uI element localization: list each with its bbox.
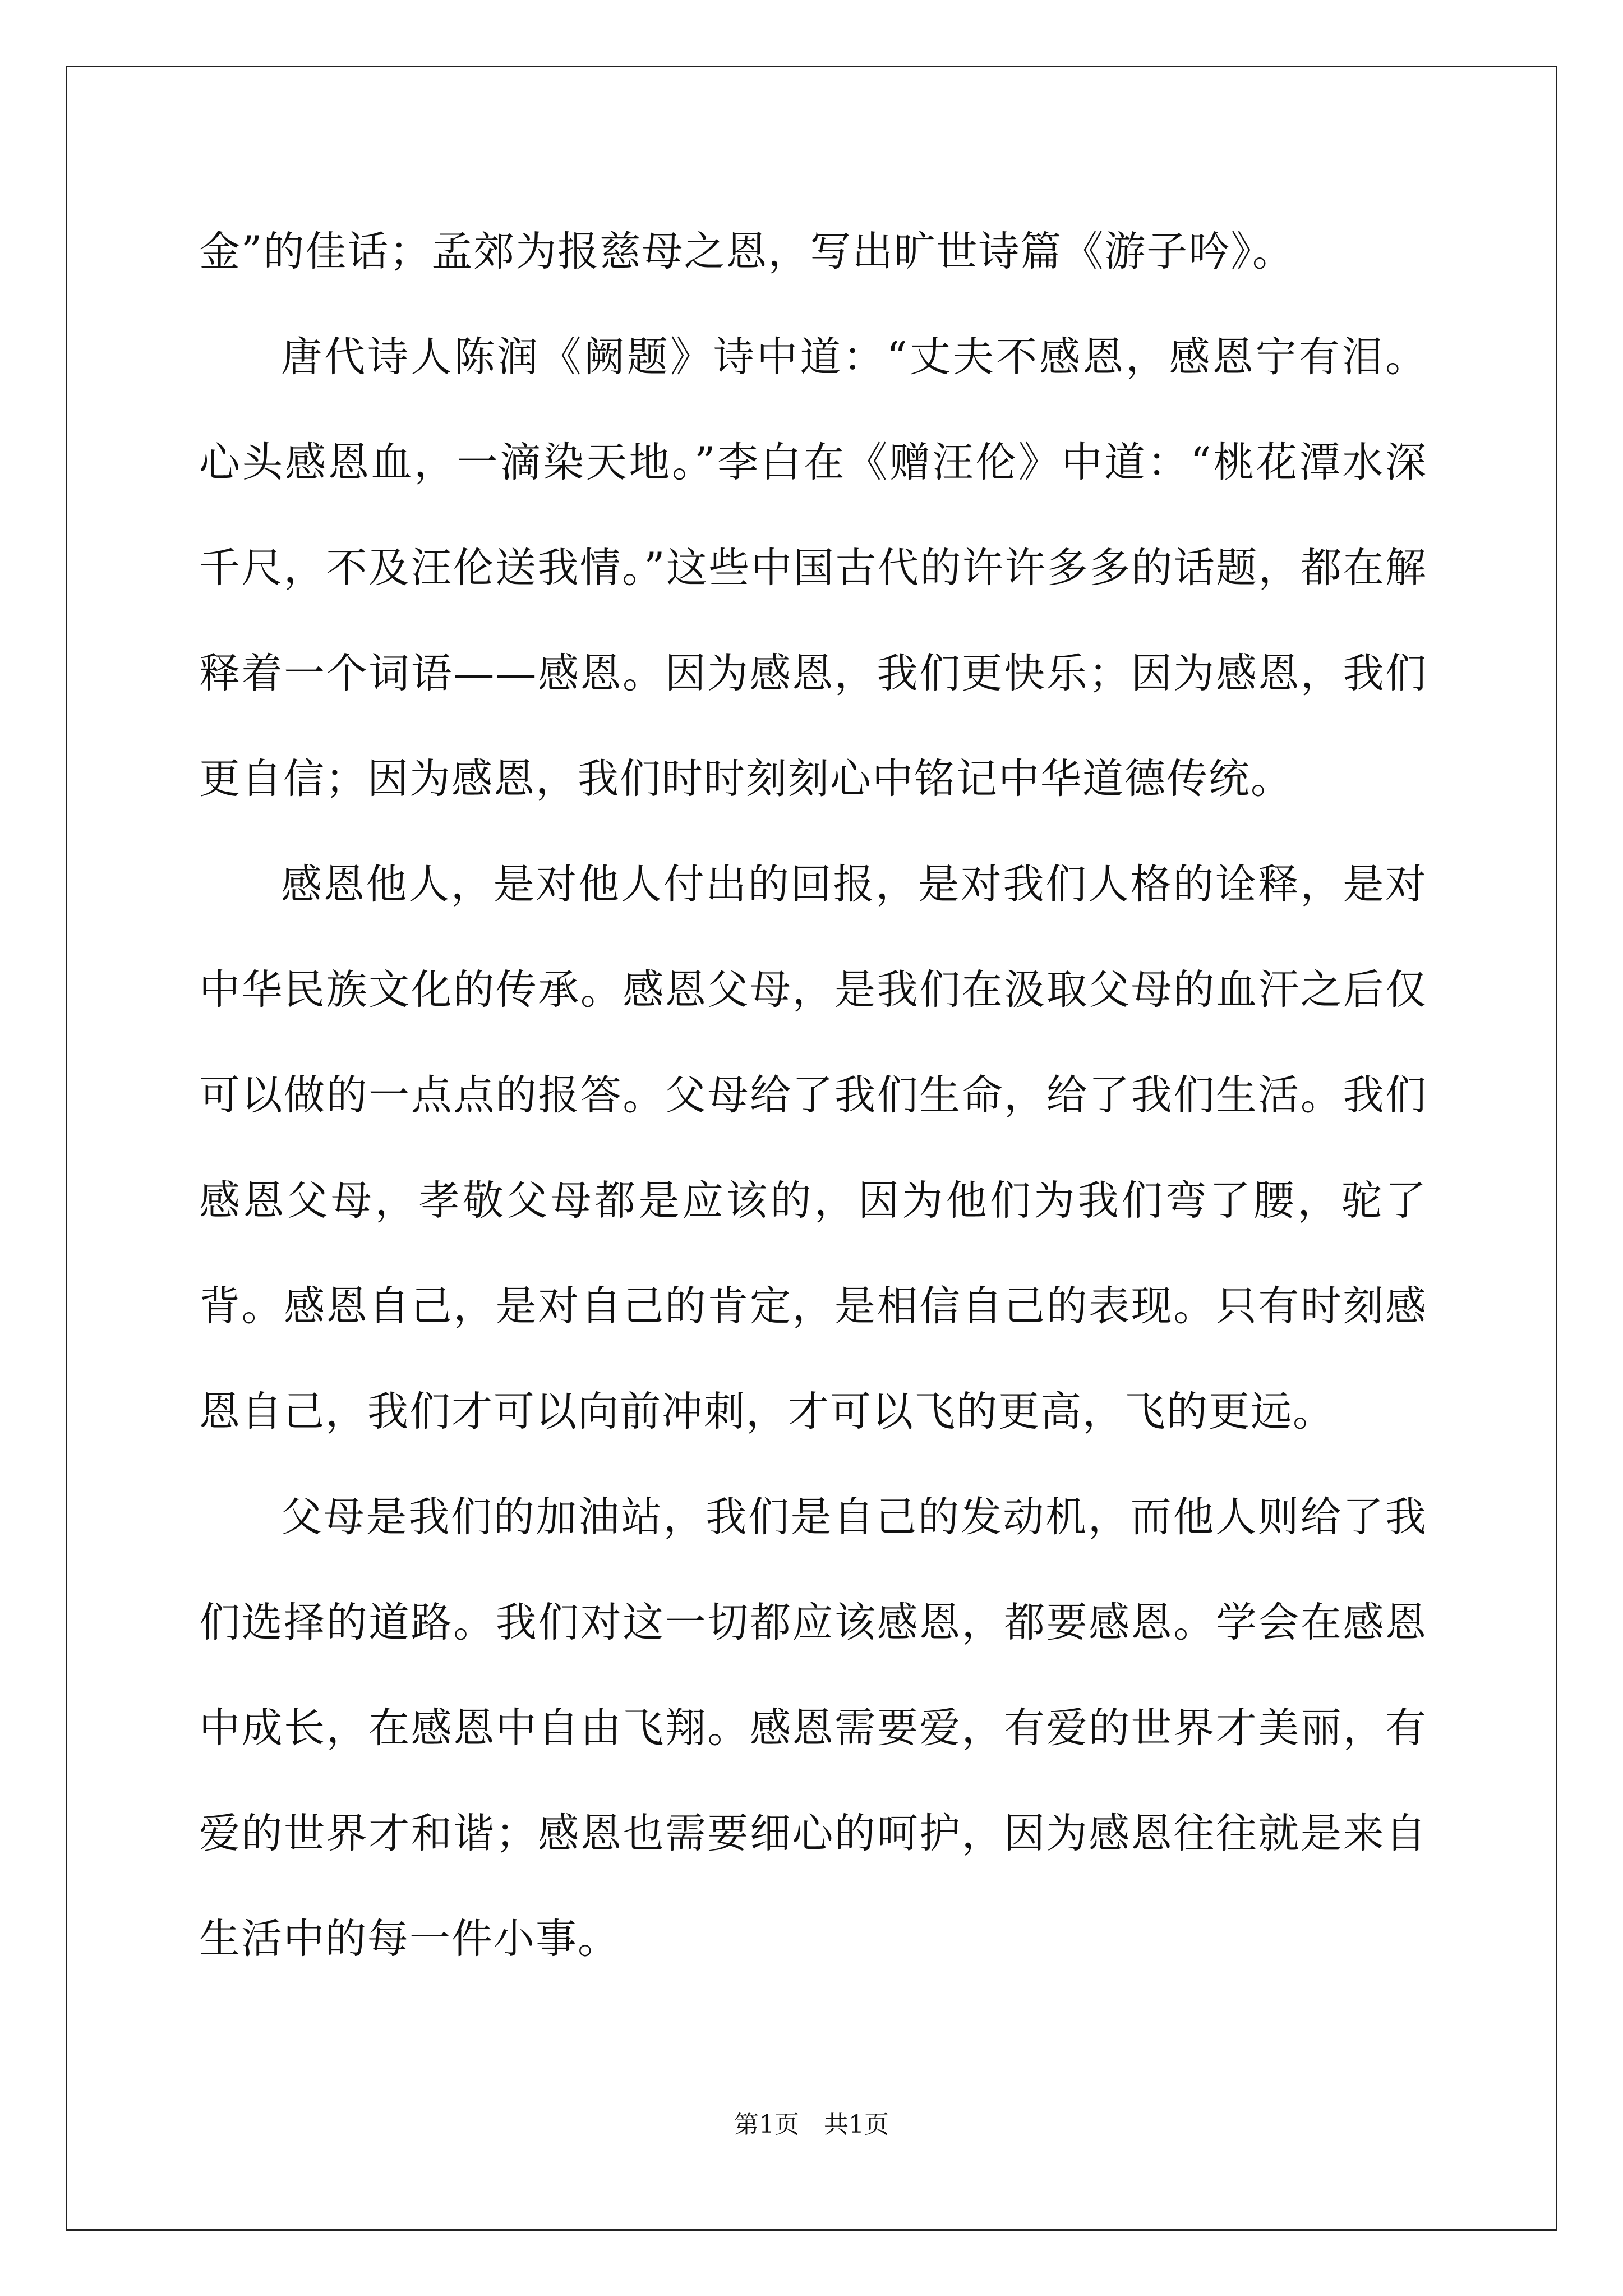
paragraph-2: 唐代诗人陈润《阙题》诗中道：“丈夫不感恩，感恩宁有泪。心头感恩血，一滴染天地。”李白在《赠汪伦》中道：“桃花潭水深千尺，不及汪伦送我情。”这些中国古代的许许多多的话题，都在解释着一个词语——感恩。因为感恩，我们更快乐；因为感恩，我们更自信；因为感恩，我们时时刻刻心中铭记中华道德传统。 — [199, 333, 1427, 803]
page-number-total: 共1页 — [824, 2110, 889, 2139]
paragraph-1: 金”的佳话；孟郊为报慈母之恩，写出旷世诗篇《游子吟》。 — [199, 228, 1294, 275]
paragraph-3: 感恩他人，是对他人付出的回报，是对我们人格的诠释，是对中华民族文化的传承。感恩父母，是我们在汲取父母的血汗之后仅可以做的一点点的报答。父母给了我们生命，给了我们生活。我们感恩父母，孝敬父母都是应该的，因为他们为我们弯了腰，驼了背。感恩自己，是对自己的肯定，是相信自己的表现。只有时刻感恩自己，我们才可以向前冲刺，才可以飞的更高，飞的更远。 — [199, 861, 1427, 1435]
document-body — [199, 199, 1427, 1992]
page-footer — [0, 2108, 1623, 2142]
paragraph-4: 父母是我们的加油站，我们是自己的发动机，而他人则给了我们选择的道路。我们对这一切都应该感恩，都要感恩。学会在感恩中成长，在感恩中自由飞翔。感恩需要爱，有爱的世界才美丽，有爱的世界才和谐；感恩也需要细心的呵护，因为感恩往往就是来自生活中的每一件小事。 — [199, 1493, 1427, 1963]
page-number-current: 第1页 — [734, 2110, 799, 2139]
